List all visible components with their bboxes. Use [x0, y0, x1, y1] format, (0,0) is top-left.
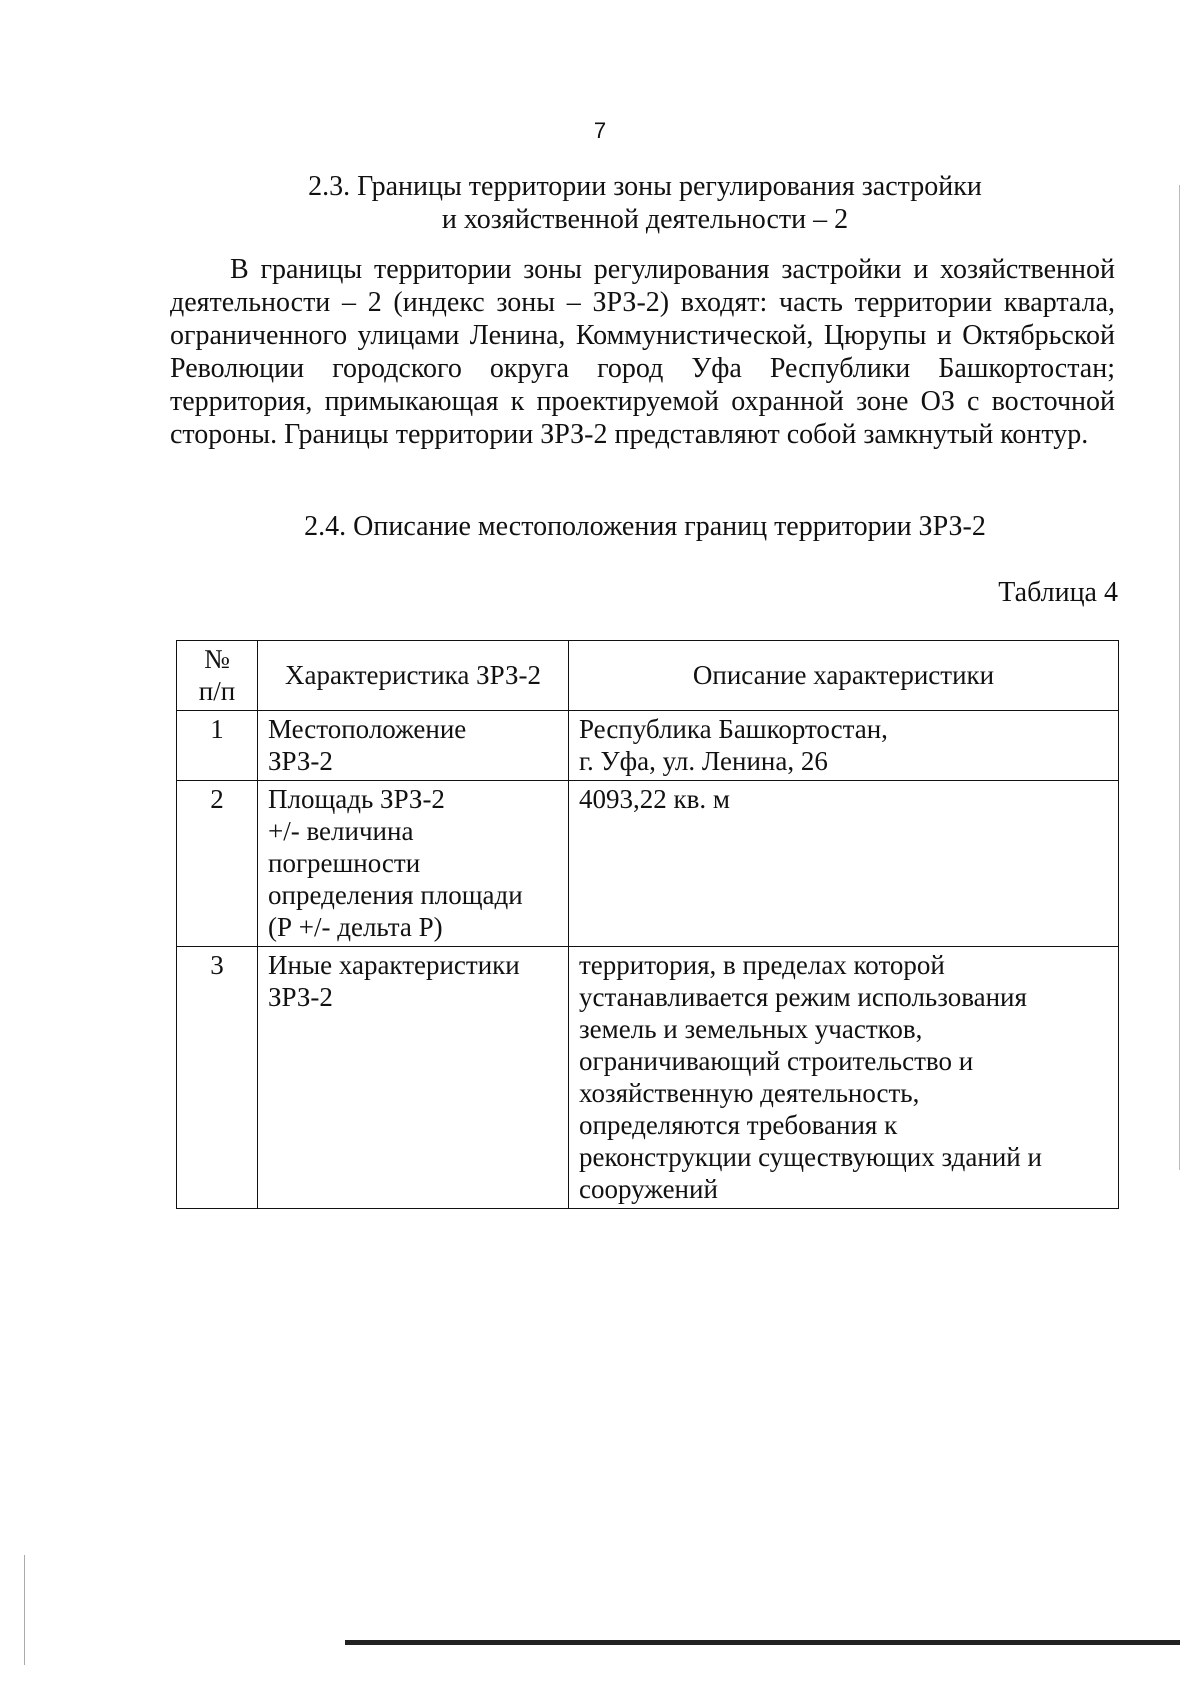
zone-description-paragraph: В границы территории зоны регулирования застройки и хозяйственной деятельности – 2 (индекс зоны – ЗРЗ-2) входят: часть территории квартала, ограниченного улицами Ленина, Коммунистической, Цюрупы и Октябрьской Революции городского округа город Уфа Республики Башкортостан; территория, примыкающая к проектируемой охранной зоне ОЗ с восточной стороны. Границы территории ЗРЗ-2 представляют собой замкнутый контур.: [170, 254, 1115, 450]
description-line: устанавливается режим использования: [579, 982, 1027, 1012]
characteristic-line: Иные характеристики: [268, 950, 520, 980]
section-2-4-heading: [170, 510, 1120, 543]
scan-margin-line: [1179, 185, 1180, 1170]
description-line: ограничивающий строительство и: [579, 1046, 974, 1076]
table-row: [177, 947, 1119, 1209]
scan-margin-line-left: [24, 1555, 25, 1665]
description-line: сооружений: [579, 1174, 718, 1204]
table-row: [177, 711, 1119, 781]
section-2-3-title-line1: 2.3. Границы территории зоны регулирования застройки: [308, 171, 982, 202]
page-number: 7: [593, 118, 607, 143]
row-number: 3: [177, 947, 258, 1209]
table-header-row: [177, 641, 1119, 711]
row-number: 2: [177, 781, 258, 947]
table-row: [177, 781, 1119, 947]
description-line: 4093,22 кв. м: [579, 784, 730, 814]
header-num-line1: №: [204, 644, 230, 674]
description-line: Республика Башкортостан,: [579, 714, 888, 744]
description-line: хозяйственную деятельность,: [579, 1078, 920, 1108]
section-2-3-title-line2: и хозяйственной деятельности – 2: [441, 204, 849, 235]
row-description: [569, 781, 1119, 947]
row-description: [569, 947, 1119, 1209]
header-description: Описание характеристики: [569, 641, 1119, 711]
row-characteristic: [258, 947, 569, 1209]
header-num-line2: п/п: [198, 676, 236, 706]
section-2-4-title: 2.4. Описание местоположения границ территории ЗРЗ-2: [304, 511, 986, 542]
characteristics-table: [176, 640, 1119, 1209]
characteristic-line: ЗРЗ-2: [268, 982, 333, 1012]
table-caption: Таблица 4: [998, 577, 1118, 608]
row-characteristic: [258, 781, 569, 947]
description-line: реконструкции существующих зданий и: [579, 1142, 1042, 1172]
row-description: [569, 711, 1119, 781]
characteristic-line: Местоположение: [268, 714, 467, 744]
characteristic-line: (Р +/- дельта Р): [268, 912, 443, 942]
description-line: земель и земельных участков,: [579, 1014, 923, 1044]
characteristic-line: Площадь ЗРЗ-2: [268, 784, 445, 814]
characteristic-line: определения площади: [268, 880, 523, 910]
description-line: территория, в пределах которой: [579, 950, 945, 980]
characteristic-line: ЗРЗ-2: [268, 746, 333, 776]
scan-edge-bar: [345, 1640, 1180, 1645]
description-line: определяются требования к: [579, 1110, 898, 1140]
characteristic-line: погрешности: [268, 848, 421, 878]
header-characteristic: Характеристика ЗРЗ-2: [258, 641, 569, 711]
row-number: 1: [177, 711, 258, 781]
characteristic-line: +/- величина: [268, 816, 414, 846]
row-characteristic: [258, 711, 569, 781]
section-2-3-heading: [170, 170, 1120, 236]
description-line: г. Уфа, ул. Ленина, 26: [579, 746, 828, 776]
header-num: [177, 641, 258, 711]
